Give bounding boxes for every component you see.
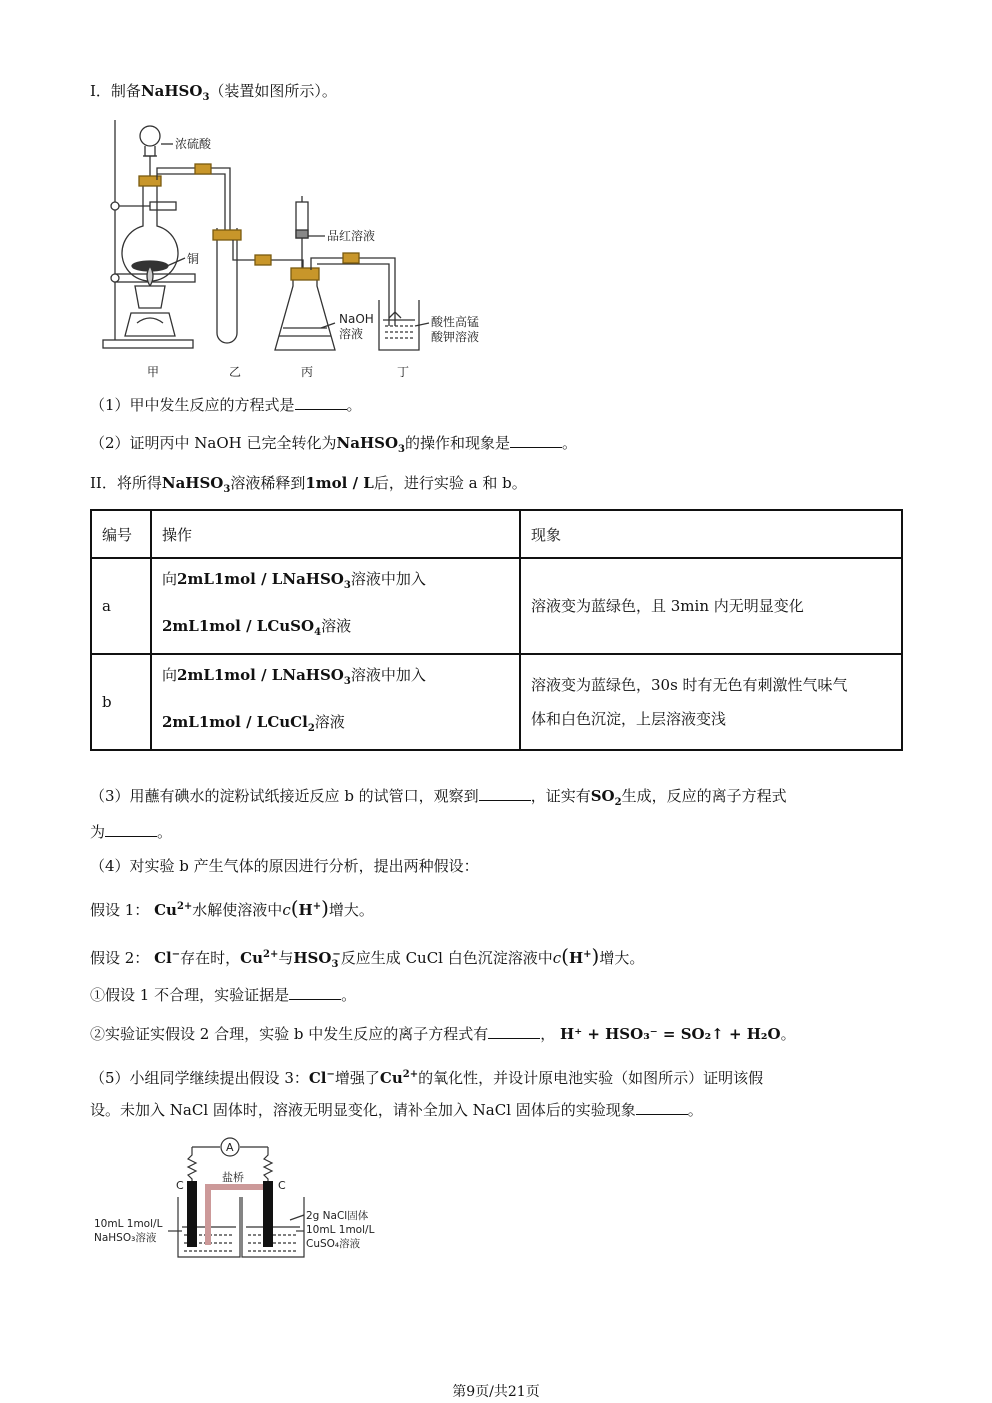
question-5-line-1: （5）小组同学继续提出假设 3：Cl−增强了$Cu^{2+}$的氧化性，并设计原电池实验（如图所示）证明该假 bbox=[90, 1069, 764, 1087]
table-header-row bbox=[91, 510, 902, 558]
label-acid: 浓硫酸 bbox=[175, 137, 212, 151]
question-3-line-1: （3）用蘸有碘水的淀粉试纸接近反应 b 的试管口，观察到 ，证实有$SO_2$生成，反应的离子方程式 bbox=[90, 787, 787, 808]
ion-equation: H⁺ + HSO₃⁻ = SO₂↑ + H₂O bbox=[560, 1025, 781, 1043]
station-jia: 甲 bbox=[147, 365, 160, 379]
section-1-heading: I．制备NaHSO$_3$（装置如图所示）。 bbox=[90, 82, 337, 103]
answer-blank bbox=[510, 433, 562, 448]
row-observation: 溶液变为蓝绿色，且 3min 内无明显变化 bbox=[520, 558, 902, 654]
label-copper: 铜 bbox=[187, 252, 200, 266]
salt-bridge-label: 盐桥 bbox=[222, 1171, 244, 1184]
row-id: a bbox=[91, 558, 151, 654]
left-electrode bbox=[187, 1181, 197, 1247]
ammeter-label: A bbox=[226, 1141, 234, 1154]
station-bing: 丙 bbox=[301, 365, 314, 379]
page-footer: 第9页/共21页 bbox=[452, 1384, 540, 1400]
question-2: （2）证明丙中 NaOH 已完全转化为NaHSO$_3$的操作和现象是 。 bbox=[90, 434, 578, 455]
left-electrode-label: C bbox=[176, 1179, 184, 1192]
table-row bbox=[91, 654, 902, 750]
question-3-line-2: 为 。 bbox=[90, 823, 173, 841]
answer-blank bbox=[295, 395, 347, 410]
label-kmno4-1: 酸性高锰 bbox=[431, 315, 480, 329]
stand-base bbox=[103, 340, 193, 348]
right-solid: 2g NaCl固体 bbox=[306, 1210, 369, 1222]
experiment-table bbox=[90, 509, 903, 751]
row-operation: 向2mL1mol / LNaHSO$_3$溶液中加入 2mL1mol / LCuSO$_4$溶液 bbox=[151, 558, 520, 654]
galvanic-cell-figure bbox=[90, 1135, 390, 1265]
sub-question-2: ②实验证实假设 2 合理，实验 b 中发生反应的离子方程式有 ， H⁺ + HSO₃⁻ = SO₂↑ + H₂O。 bbox=[90, 1025, 796, 1043]
label-indicator: 品红溶液 bbox=[327, 229, 376, 243]
hypothesis-1: 假设 1： $Cu^{2+}$水解使溶液中c(H+)增大。 bbox=[90, 896, 374, 920]
row-observation: 溶液变为蓝绿色，30s 时有无色有刺激性气味气 体和白色沉淀，上层溶液变浅 bbox=[520, 654, 902, 750]
right-solution-2: CuSO₄溶液 bbox=[306, 1238, 361, 1250]
section-2-heading: II．将所得NaHSO$_3$溶液稀释到1mol / L后，进行实验 a 和 b。 bbox=[90, 474, 527, 495]
answer-blank bbox=[636, 1100, 688, 1115]
test-tube bbox=[217, 228, 237, 343]
row-id: b bbox=[91, 654, 151, 750]
header-observation: 现象 bbox=[520, 510, 902, 558]
alcohol-lamp bbox=[135, 286, 165, 308]
right-electrode bbox=[263, 1181, 273, 1247]
apparatus-figure bbox=[95, 118, 495, 383]
answer-blank bbox=[488, 1024, 540, 1039]
right-electrode-label: C bbox=[278, 1179, 286, 1192]
beaker bbox=[379, 300, 419, 350]
left-solution-1: 10mL 1mol/L bbox=[94, 1218, 163, 1230]
sub-question-1: ①假设 1 不合理，实验证据是 。 bbox=[90, 986, 357, 1004]
question-4-intro: （4）对实验 b 产生气体的原因进行分析，提出两种假设： bbox=[90, 857, 479, 875]
answer-blank bbox=[479, 786, 531, 801]
question-5-line-2: 设。未加入 NaCl 固体时，溶液无明显变化，请补全加入 NaCl 固体后的实验现象 。 bbox=[90, 1101, 703, 1119]
station-ding: 丁 bbox=[397, 365, 410, 379]
left-solution-2: NaHSO₃溶液 bbox=[94, 1232, 157, 1244]
answer-blank bbox=[105, 822, 157, 837]
row-operation: 向2mL1mol / LNaHSO$_3$溶液中加入 2mL1mol / LCuCl$_2$溶液 bbox=[151, 654, 520, 750]
table-row bbox=[91, 558, 902, 654]
label-naoh-1: NaOH bbox=[339, 312, 374, 326]
station-yi: 乙 bbox=[229, 365, 242, 379]
header-id: 编号 bbox=[91, 510, 151, 558]
hypothesis-2: 假设 2： Cl−存在时，$Cu^{2+}$与$HSO_3^-$反应生成 CuCl 白色沉淀溶液中c(H+)增大。 bbox=[90, 944, 645, 970]
right-solution-1: 10mL 1mol/L bbox=[306, 1224, 375, 1236]
question-1: （1）甲中发生反应的方程式是 。 bbox=[90, 396, 362, 414]
dropping-funnel bbox=[140, 126, 160, 146]
answer-blank bbox=[289, 985, 341, 1000]
label-naoh-2: 溶液 bbox=[339, 327, 364, 341]
header-operation: 操作 bbox=[151, 510, 520, 558]
label-kmno4-2: 酸钾溶液 bbox=[431, 330, 480, 344]
